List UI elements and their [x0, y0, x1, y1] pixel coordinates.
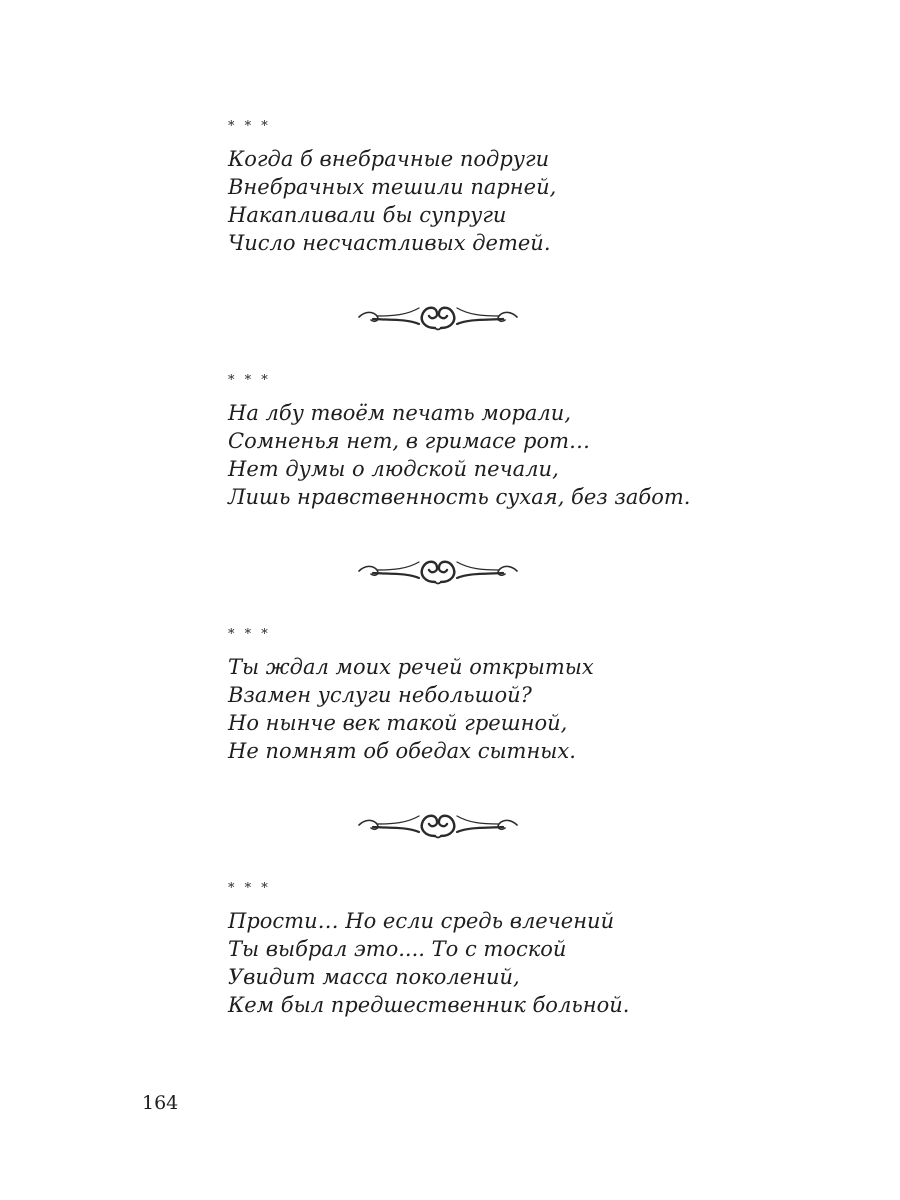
- poem-3: [228, 627, 788, 765]
- poem-line: Но нынче век такой грешной,: [228, 711, 568, 735]
- asterism-separator: * * *: [228, 881, 271, 896]
- poem-line: Взамен услуги небольшой?: [228, 683, 532, 707]
- poem-line: Прости… Но если средь влечений: [228, 909, 615, 933]
- poem-line: На лбу твоём печать морали,: [228, 401, 571, 425]
- poem-line: Когда б внебрачные подруги: [228, 147, 550, 171]
- scroll-flourish-icon: [355, 806, 521, 840]
- poem-line: Увидит масса поколений,: [228, 965, 520, 989]
- scroll-flourish-icon: [355, 552, 521, 586]
- poem-1: [228, 119, 788, 257]
- poem-line: Число несчастливых детей.: [228, 231, 551, 255]
- page-number: 164: [142, 1092, 179, 1114]
- poem-2: [228, 373, 788, 511]
- poem-4: [228, 881, 788, 1019]
- poem-line: Кем был предшественник больной.: [228, 993, 630, 1017]
- poem-line: Не помнят об обедах сытных.: [228, 739, 576, 763]
- poem-line: Накапливали бы супруги: [228, 203, 507, 227]
- poem-line: Лишь нравственность сухая, без забот.: [228, 485, 691, 509]
- poem-line: Нет думы о людской печали,: [228, 457, 559, 481]
- poem-line: Ты выбрал это.... То с тоской: [228, 937, 567, 961]
- asterism-separator: * * *: [228, 373, 271, 388]
- asterism-separator: * * *: [228, 627, 271, 642]
- asterism-separator: * * *: [228, 119, 271, 134]
- scroll-flourish-icon: [355, 298, 521, 332]
- poem-line: Ты ждал моих речей открытых: [228, 655, 594, 679]
- poem-line: Внебрачных тешили парней,: [228, 175, 557, 199]
- poem-line: Сомненья нет, в гримасе рот…: [228, 429, 591, 453]
